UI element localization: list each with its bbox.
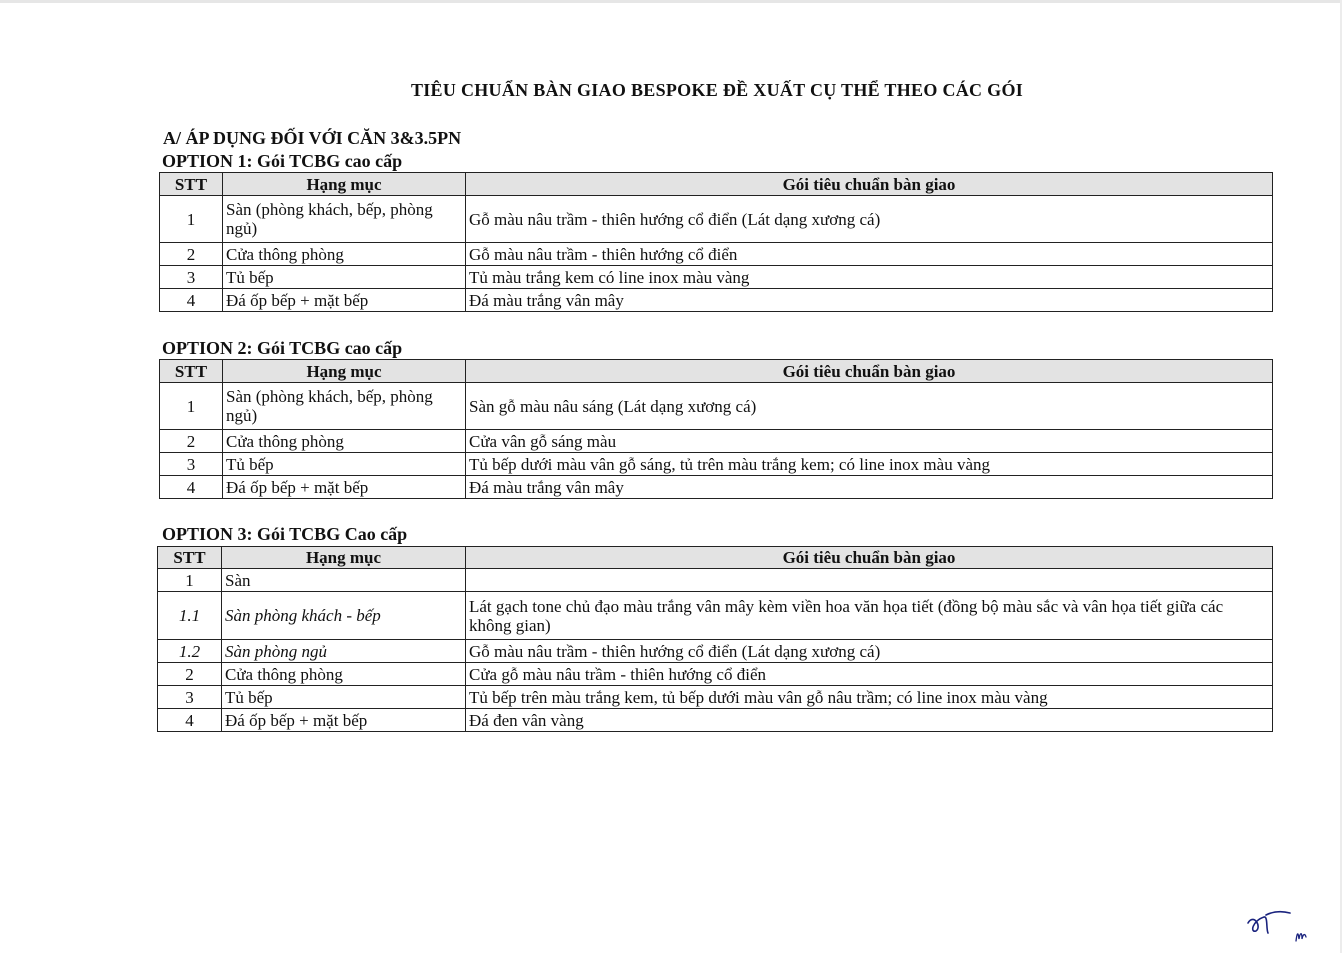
header-stt: STT (160, 360, 223, 383)
header-stt: STT (158, 547, 222, 569)
row-stt: 4 (160, 476, 223, 499)
row-standard (466, 569, 1273, 592)
row-item: Cửa thông phòng (223, 243, 466, 266)
option-1-table (159, 172, 1273, 312)
row-standard: Đá màu trắng vân mây (466, 289, 1273, 312)
row-standard: Cửa vân gỗ sáng màu (466, 430, 1273, 453)
row-standard: Gỗ màu nâu trầm - thiên hướng cổ điển (466, 243, 1273, 266)
row-stt: 2 (160, 243, 223, 266)
option-3-title: OPTION 3: Gói TCBG Cao cấp (162, 524, 408, 544)
table-row (160, 430, 1273, 453)
document-title: TIÊU CHUẨN BÀN GIAO BESPOKE ĐỀ XUẤT CỤ THỂ THEO CÁC GÓI (410, 80, 1024, 100)
table-row (160, 289, 1273, 312)
header-item: Hạng mục (222, 547, 466, 569)
row-standard: Lát gạch tone chủ đạo màu trắng vân mây kèm viền hoa văn họa tiết (đồng bộ màu sắc và vân họa tiết giữa các không gian) (466, 592, 1273, 640)
row-stt: 4 (160, 289, 223, 312)
header-standard: Gói tiêu chuẩn bàn giao (466, 173, 1273, 196)
option-3-table (157, 546, 1273, 732)
row-item: Sàn (phòng khách, bếp, phòng ngủ) (223, 383, 466, 430)
section-title: A/ ÁP DỤNG ĐỐI VỚI CĂN 3&3.5PN (163, 128, 462, 148)
row-standard: Gỗ màu nâu trầm - thiên hướng cổ điển (Lát dạng xương cá) (466, 196, 1273, 243)
row-stt: 3 (158, 686, 222, 709)
row-item: Tủ bếp (223, 266, 466, 289)
option-2-title: OPTION 2: Gói TCBG cao cấp (162, 338, 403, 358)
row-stt: 1.2 (158, 640, 222, 663)
row-item: Đá ốp bếp + mặt bếp (222, 709, 466, 732)
row-item: Đá ốp bếp + mặt bếp (223, 289, 466, 312)
row-item: Sàn (222, 569, 466, 592)
table-header-row (160, 173, 1273, 196)
row-item: Tủ bếp (223, 453, 466, 476)
row-stt: 1 (160, 196, 223, 243)
row-standard: Đá màu trắng vân mây (466, 476, 1273, 499)
table-row (158, 686, 1273, 709)
row-standard: Sàn gỗ màu nâu sáng (Lát dạng xương cá) (466, 383, 1273, 430)
table-row (160, 476, 1273, 499)
table-row (158, 640, 1273, 663)
page-top-edge (0, 0, 1342, 3)
row-item: Đá ốp bếp + mặt bếp (223, 476, 466, 499)
header-stt: STT (160, 173, 223, 196)
table-row (160, 243, 1273, 266)
table-row (158, 663, 1273, 686)
row-item: Sàn phòng khách - bếp (222, 592, 466, 640)
header-standard: Gói tiêu chuẩn bàn giao (466, 547, 1273, 569)
header-standard: Gói tiêu chuẩn bàn giao (466, 360, 1273, 383)
row-stt: 2 (160, 430, 223, 453)
row-item: Cửa thông phòng (222, 663, 466, 686)
table-row (158, 592, 1273, 640)
table-header-row (158, 547, 1273, 569)
signature-mark (1240, 903, 1310, 945)
option-1-title: OPTION 1: Gói TCBG cao cấp (162, 151, 403, 171)
header-item: Hạng mục (223, 173, 466, 196)
row-item: Sàn (phòng khách, bếp, phòng ngủ) (223, 196, 466, 243)
row-standard: Cửa gỗ màu nâu trầm - thiên hướng cổ điển (466, 663, 1273, 686)
row-standard: Đá đen vân vàng (466, 709, 1273, 732)
table-row (158, 709, 1273, 732)
option-2-table (159, 359, 1273, 499)
table-row (160, 196, 1273, 243)
row-item: Tủ bếp (222, 686, 466, 709)
row-stt: 1 (160, 383, 223, 430)
table-row (160, 453, 1273, 476)
table-row (160, 266, 1273, 289)
row-stt: 2 (158, 663, 222, 686)
table-header-row (160, 360, 1273, 383)
table-row (158, 569, 1273, 592)
row-standard: Tủ màu trắng kem có line inox màu vàng (466, 266, 1273, 289)
table-row (160, 383, 1273, 430)
header-item: Hạng mục (223, 360, 466, 383)
row-standard: Tủ bếp trên màu trắng kem, tủ bếp dưới màu vân gỗ nâu trầm; có line inox màu vàng (466, 686, 1273, 709)
row-stt: 1 (158, 569, 222, 592)
row-stt: 3 (160, 266, 223, 289)
row-standard: Gỗ màu nâu trầm - thiên hướng cổ điển (Lát dạng xương cá) (466, 640, 1273, 663)
row-item: Sàn phòng ngủ (222, 640, 466, 663)
row-stt: 1.1 (158, 592, 222, 640)
row-stt: 4 (158, 709, 222, 732)
row-stt: 3 (160, 453, 223, 476)
row-standard: Tủ bếp dưới màu vân gỗ sáng, tủ trên màu trắng kem; có line inox màu vàng (466, 453, 1273, 476)
row-item: Cửa thông phòng (223, 430, 466, 453)
